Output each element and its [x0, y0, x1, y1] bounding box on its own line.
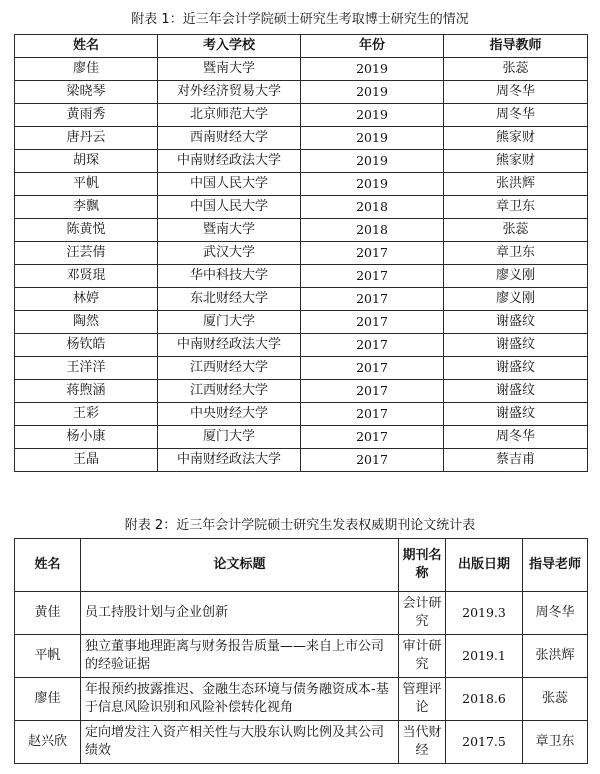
school-name: 中央财经大学: [158, 403, 301, 426]
publish-date: 2019.1: [446, 635, 523, 678]
publish-date: 2019.3: [446, 592, 523, 635]
header-row: [15, 35, 588, 58]
student-name: 王晶: [15, 449, 158, 472]
year: 2019: [301, 127, 444, 150]
student-name: 黄佳: [15, 592, 81, 635]
student-name: 梁晓琴: [15, 81, 158, 104]
student-name: 李飘: [15, 196, 158, 219]
school-name: 江西财经大学: [158, 357, 301, 380]
table-row: [15, 380, 588, 403]
school-name: 厦门大学: [158, 311, 301, 334]
school-name: 暨南大学: [158, 58, 301, 81]
header-advisor: 指导老师: [523, 539, 588, 592]
student-name: 平帆: [15, 173, 158, 196]
table1-caption: 附表 1：近三年会计学院硕士研究生考取博士研究生的情况: [131, 12, 469, 27]
publish-date: 2018.6: [446, 678, 523, 721]
advisor-name: 张蕊: [444, 219, 588, 242]
journal-name: 审计研究: [399, 635, 446, 678]
year: 2019: [301, 173, 444, 196]
advisor-name: 张洪辉: [444, 173, 588, 196]
phd-admission-table-body: [15, 58, 588, 472]
table-row: [15, 242, 588, 265]
student-name: 赵兴欣: [15, 721, 81, 764]
header-journal: 期刊名称: [399, 539, 446, 592]
table-row: [15, 150, 588, 173]
advisor-name: 周冬华: [444, 81, 588, 104]
student-name: 林婷: [15, 288, 158, 311]
header-name: 姓名: [15, 539, 81, 592]
table-row: [15, 635, 588, 678]
year: 2017: [301, 426, 444, 449]
journal-name: 管理评论: [399, 678, 446, 721]
student-name: 陈黄悦: [15, 219, 158, 242]
table-row: [15, 449, 588, 472]
student-name: 胡琛: [15, 150, 158, 173]
year: 2017: [301, 265, 444, 288]
table-row: [15, 357, 588, 380]
advisor-name: 谢盛纹: [444, 334, 588, 357]
advisor-name: 张蕊: [444, 58, 588, 81]
table-row: [15, 127, 588, 150]
school-name: 东北财经大学: [158, 288, 301, 311]
school-name: 中南财经政法大学: [158, 334, 301, 357]
journal-name: 当代财经: [399, 721, 446, 764]
advisor-name: 周冬华: [444, 426, 588, 449]
school-name: 中国人民大学: [158, 196, 301, 219]
student-name: 杨小康: [15, 426, 158, 449]
year: 2017: [301, 403, 444, 426]
year: 2017: [301, 380, 444, 403]
advisor-name: 廖义刚: [444, 265, 588, 288]
school-name: 中南财经政法大学: [158, 150, 301, 173]
advisor-name: 张洪辉: [523, 635, 588, 678]
year: 2017: [301, 334, 444, 357]
header-advisor: 指导教师: [444, 35, 588, 58]
header-paper-title: 论文标题: [81, 539, 399, 592]
student-name: 蒋煦涵: [15, 380, 158, 403]
phd-admission-table-header: [15, 35, 588, 58]
advisor-name: 蔡吉甫: [444, 449, 588, 472]
student-name: 平帆: [15, 635, 81, 678]
table-row: [15, 58, 588, 81]
table-row: [15, 196, 588, 219]
school-name: 华中科技大学: [158, 265, 301, 288]
year: 2019: [301, 81, 444, 104]
table-row: [15, 334, 588, 357]
table-row: [15, 265, 588, 288]
publication-table: [14, 538, 588, 764]
table-row: [15, 288, 588, 311]
table-row: [15, 219, 588, 242]
school-name: 武汉大学: [158, 242, 301, 265]
advisor-name: 周冬华: [523, 592, 588, 635]
school-name: 西南财经大学: [158, 127, 301, 150]
journal-name: 会计研究: [399, 592, 446, 635]
year: 2017: [301, 449, 444, 472]
school-name: 厦门大学: [158, 426, 301, 449]
year: 2017: [301, 357, 444, 380]
year: 2017: [301, 288, 444, 311]
header-school: 考入学校: [158, 35, 301, 58]
school-name: 中南财经政法大学: [158, 449, 301, 472]
advisor-name: 张蕊: [523, 678, 588, 721]
student-name: 邓贤琨: [15, 265, 158, 288]
advisor-name: 章卫东: [523, 721, 588, 764]
school-name: 中国人民大学: [158, 173, 301, 196]
paper-title: 员工持股计划与企业创新: [81, 592, 399, 635]
student-name: 廖佳: [15, 678, 81, 721]
table2-caption: 附表 2：近三年会计学院硕士研究生发表权威期刊论文统计表: [124, 518, 476, 533]
school-name: 暨南大学: [158, 219, 301, 242]
table-row: [15, 403, 588, 426]
table-row: [15, 592, 588, 635]
table-row: [15, 311, 588, 334]
advisor-name: 熊家财: [444, 150, 588, 173]
student-name: 陶然: [15, 311, 158, 334]
header-row: [15, 539, 588, 592]
year: 2019: [301, 150, 444, 173]
school-name: 对外经济贸易大学: [158, 81, 301, 104]
advisor-name: 章卫东: [444, 196, 588, 219]
advisor-name: 熊家财: [444, 127, 588, 150]
table-row: [15, 173, 588, 196]
paper-title: 定向增发注入资产相关性与大股东认购比例及其公司绩效: [81, 721, 399, 764]
year: 2019: [301, 104, 444, 127]
advisor-name: 谢盛纹: [444, 311, 588, 334]
year: 2019: [301, 58, 444, 81]
year: 2018: [301, 196, 444, 219]
year: 2017: [301, 311, 444, 334]
student-name: 汪芸倩: [15, 242, 158, 265]
paper-title: 年报预约披露推迟、金融生态环境与债务融资成本-基于信息风险识别和风险补偿转化视角: [81, 678, 399, 721]
paper-title: 独立董事地理距离与财务报告质量——来自上市公司的经验证据: [81, 635, 399, 678]
advisor-name: 周冬华: [444, 104, 588, 127]
advisor-name: 谢盛纹: [444, 380, 588, 403]
table-row: [15, 104, 588, 127]
header-year: 年份: [301, 35, 444, 58]
year: 2017: [301, 242, 444, 265]
student-name: 廖佳: [15, 58, 158, 81]
phd-admission-table: [14, 34, 588, 472]
student-name: 杨钦皓: [15, 334, 158, 357]
school-name: 江西财经大学: [158, 380, 301, 403]
school-name: 北京师范大学: [158, 104, 301, 127]
advisor-name: 廖义刚: [444, 288, 588, 311]
publication-table-header: [15, 539, 588, 592]
year: 2018: [301, 219, 444, 242]
student-name: 唐丹云: [15, 127, 158, 150]
student-name: 王彩: [15, 403, 158, 426]
table-row: [15, 81, 588, 104]
table-row: [15, 721, 588, 764]
table-row: [15, 678, 588, 721]
advisor-name: 章卫东: [444, 242, 588, 265]
header-name: 姓名: [15, 35, 158, 58]
publication-table-body: [15, 592, 588, 764]
advisor-name: 谢盛纹: [444, 357, 588, 380]
student-name: 王洋洋: [15, 357, 158, 380]
table-row: [15, 426, 588, 449]
publish-date: 2017.5: [446, 721, 523, 764]
header-publish-date: 出版日期: [446, 539, 523, 592]
advisor-name: 谢盛纹: [444, 403, 588, 426]
student-name: 黄雨秀: [15, 104, 158, 127]
